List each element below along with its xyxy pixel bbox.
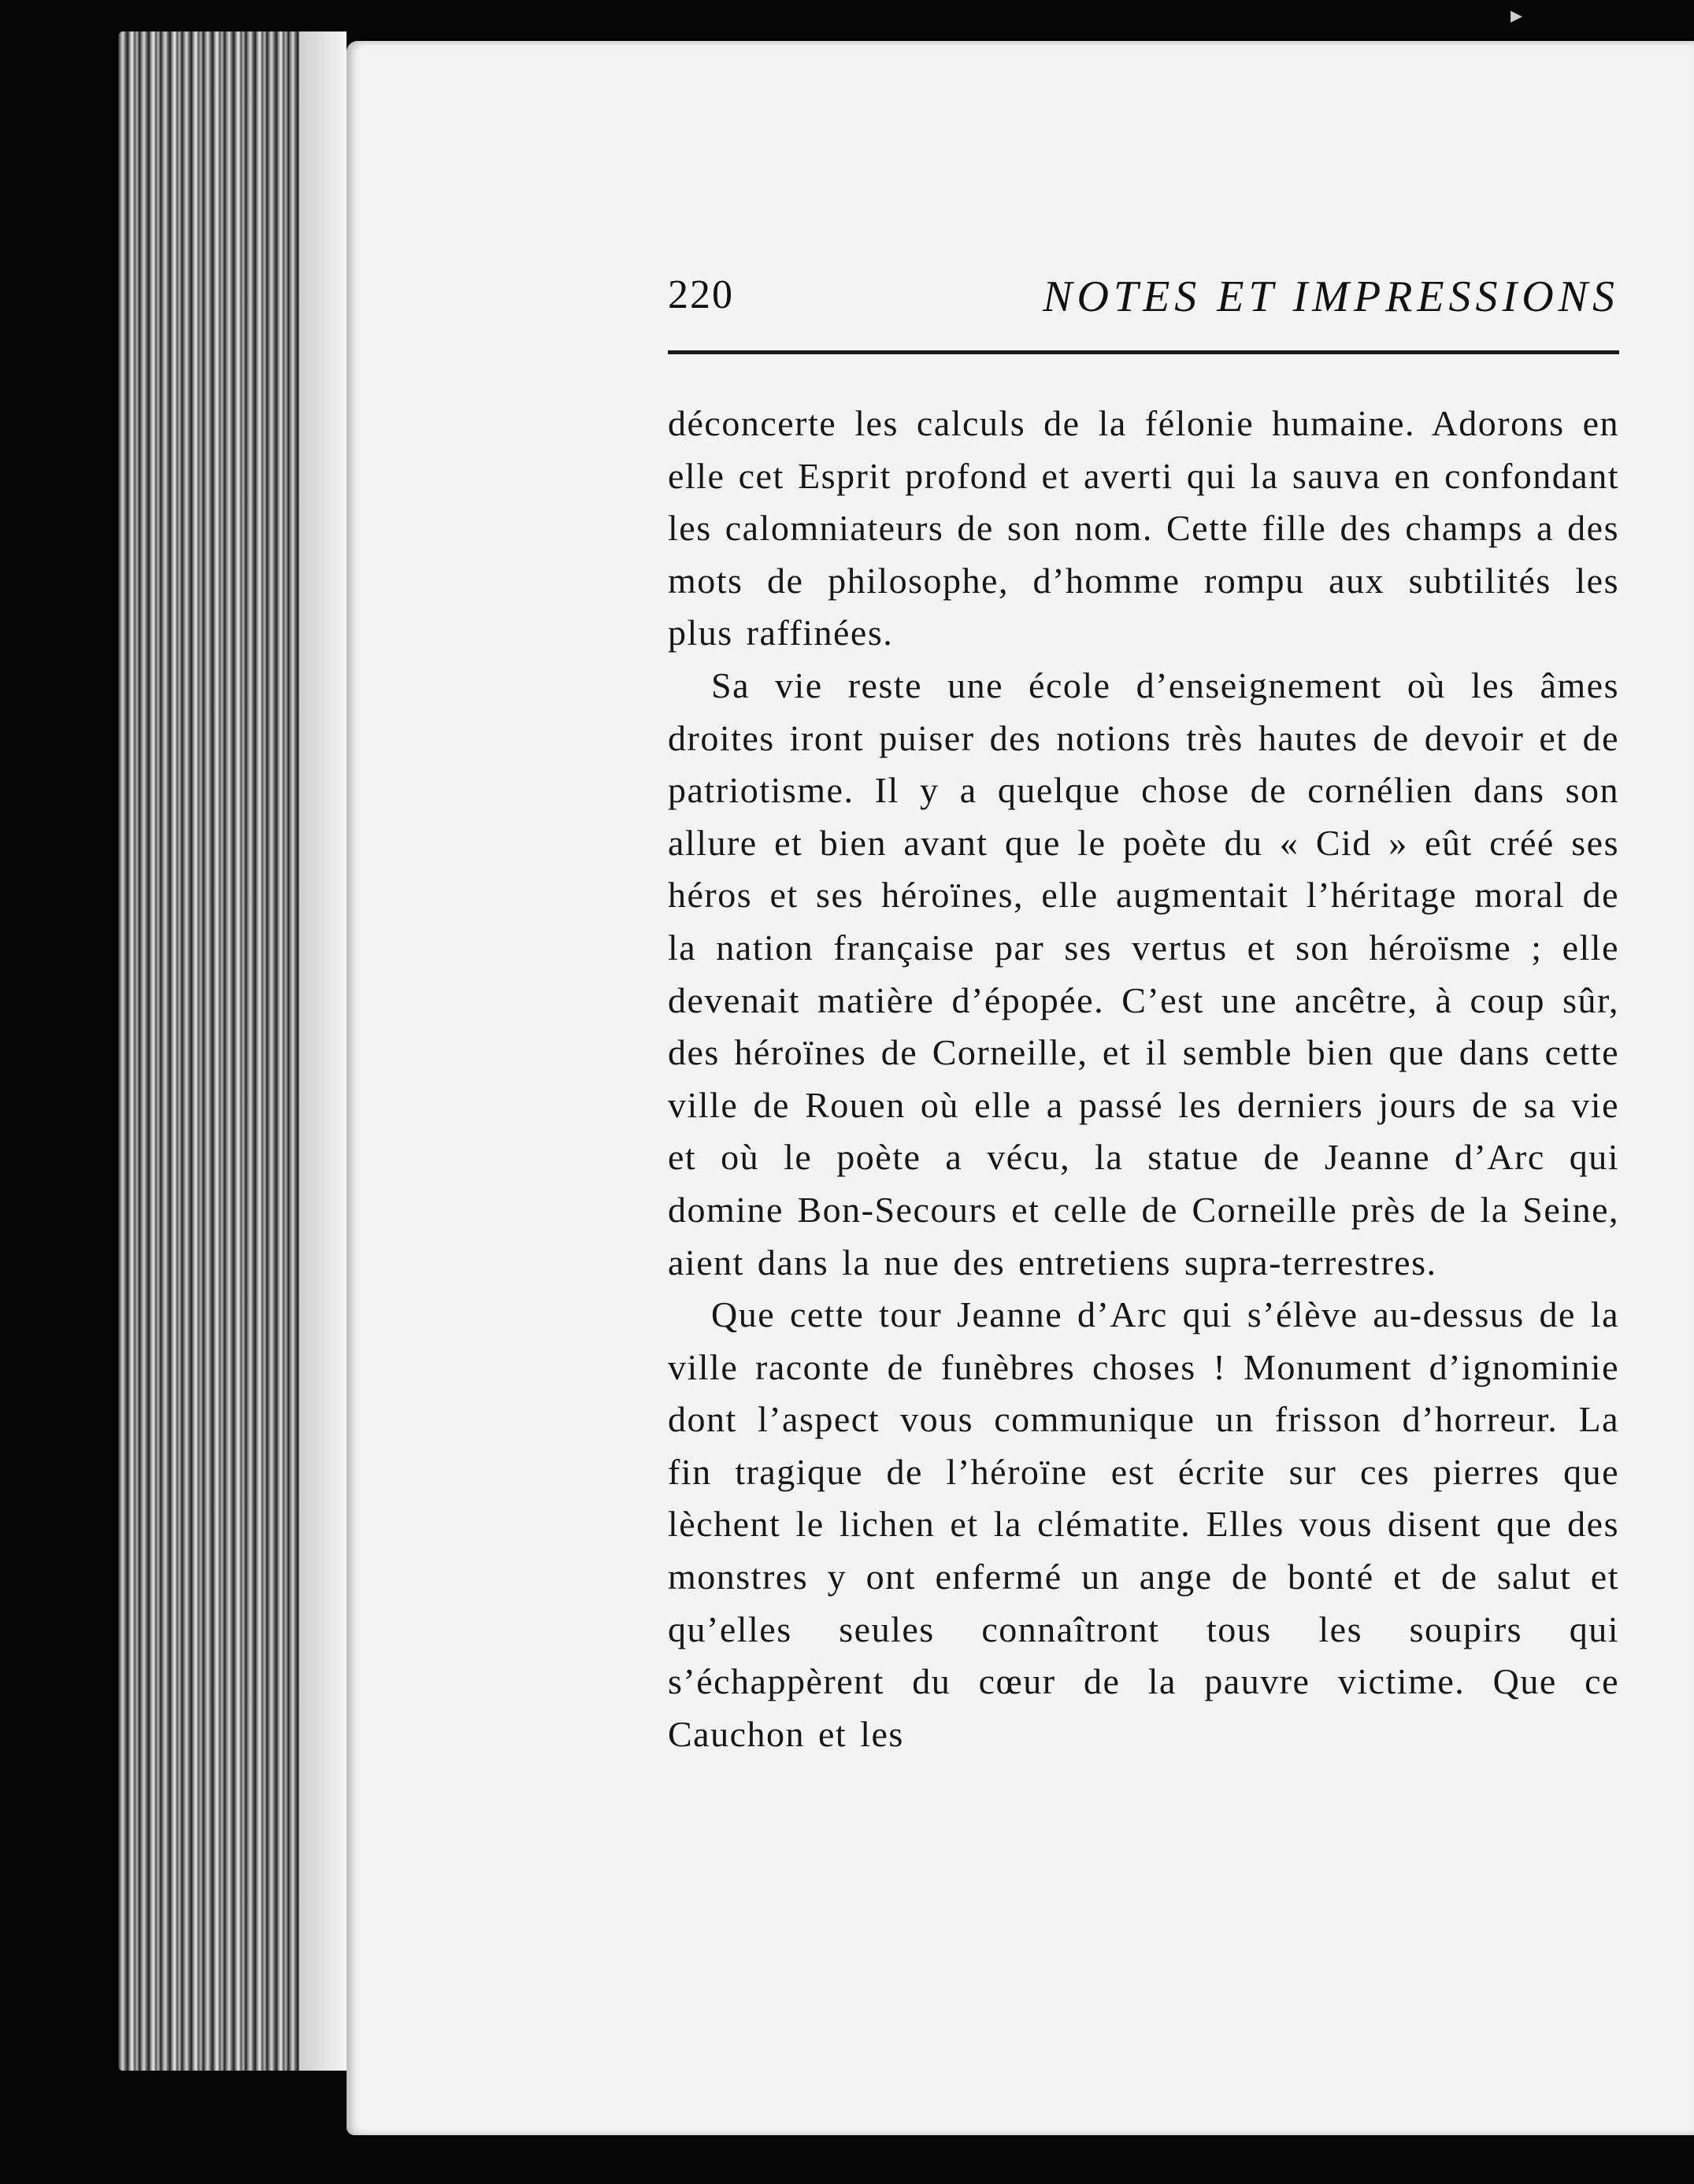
page-edges-stack: [118, 31, 347, 2071]
page-header: [668, 272, 1619, 327]
running-title: NOTES ET IMPRESSIONS: [1043, 272, 1619, 321]
header-rule: [668, 350, 1619, 354]
scan-arrow-mark: ▸: [1511, 2, 1523, 28]
paragraph: Sa vie reste une école d’enseignement où les âmes droites iront puiser des notions très hautes de devoir et de patriotisme. Il y a quelque chose de cornélien dans son allure et bien avant que le poète du « Cid » eût créé ses héros et ses héroïnes, elle augmentait l’héritage moral de la nation française par ses vertus et son héroïsme ; elle devenait matière d’épopée. C’est une ancêtre, à coup sûr, des héroïnes de Corneille, et il semble bien que dans cette ville de Rouen où elle a passé les derniers jours de sa vie et où le poète a vécu, la statue de Jeanne d’Arc qui domine Bon-Secours et celle de Corneille près de la Seine, aient dans la nue des entretiens supra-terrestres.: [668, 664, 1619, 1283]
page-number: 220: [668, 272, 734, 317]
body-text: [668, 398, 1619, 1760]
paragraph: Que cette tour Jeanne d’Arc qui s’élève au-dessus de la ville raconte de funèbres choses ! Monument d’ignominie dont l’aspect vous communique un frisson d’horreur. La fin tragique de l’héroïne est écrite sur ces pierres que lèchent le lichen et la clématite. Elles vous disent que des monstres y ont enfermé un ange de bonté et de salut et qu’elles seules connaîtront tous les soupirs qui s’échappèrent du cœur de la pauvre victime. Que ce Cauchon et les: [668, 1294, 1619, 1754]
paragraph: déconcerte les calculs de la félonie humaine. Adorons en elle cet Esprit profond et averti qui la sauva en confondant les calomniateurs de son nom. Cette fille des champs a des mots de philosophe, d’homme rompu aux subtilités les plus raffinées.: [668, 403, 1619, 653]
